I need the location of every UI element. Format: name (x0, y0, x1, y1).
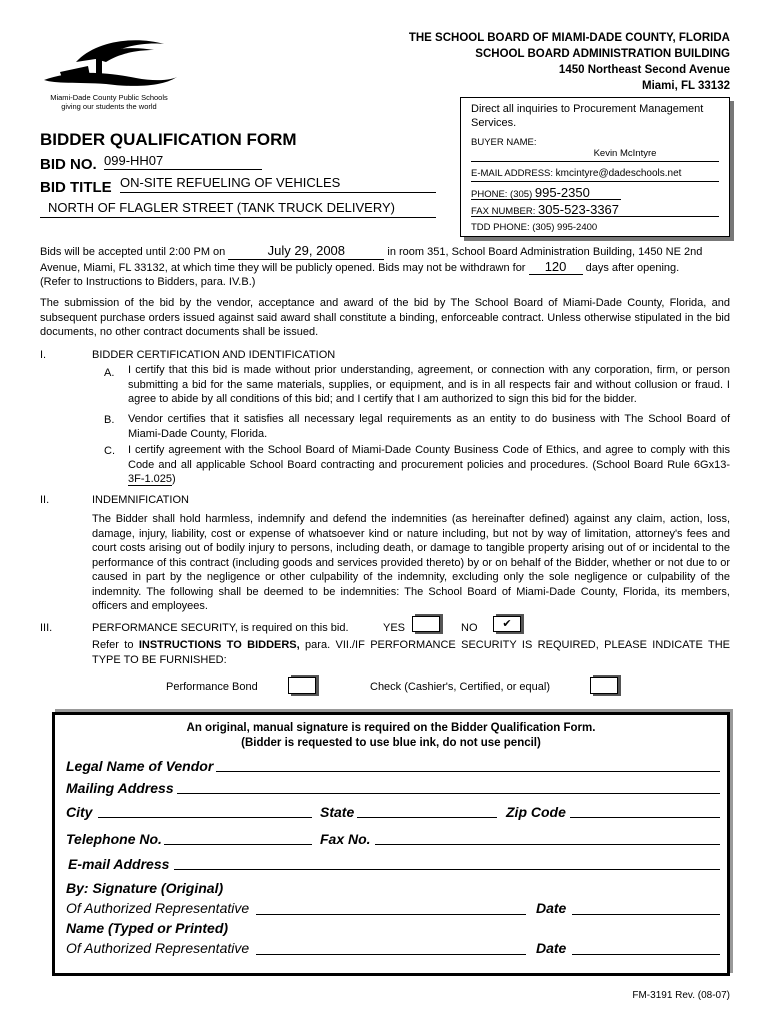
authorized-rep-label-2: Of Authorized Representative (66, 940, 250, 956)
mailing-address-label: Mailing Address (66, 780, 174, 796)
section-2-title: INDEMNIFICATION (92, 494, 189, 506)
zip-code-input[interactable] (570, 817, 720, 818)
bid-title-label: BID TITLE (40, 179, 112, 196)
intro-line-1b: in room 351, School Board Administration Building, 1450 NE 2nd (387, 246, 703, 258)
mailing-address-input[interactable] (177, 793, 720, 794)
ship-logo-icon (36, 36, 182, 90)
item-b-label: B. (104, 414, 115, 426)
form-number: FM-3191 Rev. (08-07) (632, 990, 730, 1001)
fax-value[interactable]: 305-523-3367 (538, 202, 620, 217)
indemnification-text: The Bidder shall hold harmless, indemnify and defend the indemnities (as hereinafter defined) against any claim, action, loss, damage, injury, liability, cost or expense of whatsoever kind or nature including, but not by way of limitation, attorney's fees and court costs arising out of bodily injury to persons, including death, or damage to tangible property arising out of or incidental to the performance of this contract (including goods and services provided thereto) by or on behalf of the Bidder, whether or not due to or caused in part by the negligence or other culpability of the indemnity, excluding only the sole negligence or culpability of the indemnity. The following shall be deemed to be indemnities: The School Board of Miami-Dade County, Florida, its members, officers and employees. (92, 513, 730, 612)
item-a-label: A. (104, 367, 115, 379)
date-input-1[interactable] (572, 914, 720, 915)
intro-line-3: (Refer to Instructions to Bidders, para. IV.B.) (40, 276, 256, 288)
submission-paragraph: The submission of the bid by the vendor, acceptance and award of the bid by The School Board of Miami-Dade County, Florida, and subsequent purchase orders issued against said award shall constitute a binding, enforceable contract. Unless otherwise stipulated in the bid documents, no other contract documents shall be issued. (40, 297, 730, 338)
rule-number: 3F-1.025 (128, 473, 173, 485)
signature-label: By: Signature (Original) (66, 880, 224, 896)
performance-bond-checkbox[interactable] (288, 677, 316, 694)
header-line-4: Miami, FL 33132 (642, 80, 730, 92)
telephone-label: Telephone No. (66, 831, 162, 847)
fax-no-label: Fax No. (320, 831, 371, 847)
logo-tagline: giving our students the world (61, 102, 157, 111)
refer-text-c: para. VII./IF PERFORMANCE SECURITY IS REQUIRED, PLEASE INDICATE THE TYPE TO BE FURNISHED: (92, 639, 730, 666)
buyer-info-box (460, 97, 730, 237)
authorized-rep-label-1: Of Authorized Representative (66, 900, 250, 916)
check-label: Check (Cashier's, Certified, or equal) (370, 681, 551, 693)
bid-title-line-2[interactable]: NORTH OF FLAGLER STREET (TANK TRUCK DELIVERY) (40, 200, 436, 218)
refer-text-a: Refer to (92, 639, 139, 651)
section-3-title: PERFORMANCE SECURITY, is required on this bid. (92, 622, 349, 634)
section-3-num: III. (40, 622, 53, 634)
zip-code-label: Zip Code (506, 804, 566, 820)
phone-value[interactable]: 995-2350 (534, 185, 590, 200)
opening-date[interactable]: July 29, 2008 (228, 244, 384, 260)
header-line-2: SCHOOL BOARD ADMINISTRATION BUILDING (475, 48, 730, 60)
bid-no-label: BID NO. (40, 156, 97, 173)
fax-label: FAX NUMBER: (471, 206, 536, 217)
bid-title-line-1[interactable]: ON-SITE REFUELING OF VEHICLES (120, 175, 436, 193)
date-label-1: Date (536, 900, 567, 916)
signature-note-1: An original, manual signature is required on the Bidder Qualification Form. (186, 722, 596, 734)
signature-note-2: (Bidder is requested to use blue ink, do not use pencil) (241, 737, 541, 749)
section-1-title: BIDDER CERTIFICATION AND IDENTIFICATION (92, 349, 336, 361)
section-2-num: II. (40, 494, 50, 506)
section-1-num: I. (40, 349, 47, 361)
school-logo (36, 36, 182, 112)
performance-bond-label: Performance Bond (166, 681, 258, 693)
telephone-input[interactable] (164, 844, 312, 845)
intro-paragraph (40, 244, 730, 290)
security-refer-text (92, 638, 730, 667)
fax-no-input[interactable] (375, 844, 720, 845)
withdraw-days[interactable]: 120 (529, 260, 583, 276)
check-checkbox[interactable] (590, 677, 618, 694)
email-label: E-MAIL ADDRESS: (471, 168, 554, 179)
name-typed-input[interactable] (256, 954, 526, 955)
no-checkbox[interactable]: ✔ (493, 616, 521, 632)
item-c-text (128, 443, 730, 487)
date-label-2: Date (536, 940, 567, 956)
header-line-3: 1450 Northeast Second Avenue (558, 64, 730, 76)
legal-name-input[interactable] (216, 771, 720, 772)
bid-no-value[interactable]: 099-HH07 (104, 153, 262, 170)
intro-line-2a: Avenue, Miami, FL 33132, at which time they will be publicly opened. Bids may not be withdrawn for (40, 261, 526, 274)
item-c-end: ) (172, 473, 176, 485)
email-value[interactable]: kmcintyre@dadeschools.net (555, 168, 682, 179)
email-address-label: E-mail Address (68, 856, 170, 872)
yes-checkbox[interactable] (412, 616, 440, 632)
intro-line-1a: Bids will be accepted until 2:00 PM on (40, 246, 226, 258)
state-label: State (320, 804, 355, 820)
buyer-name-value[interactable]: Kevin McIntyre (471, 148, 719, 162)
name-typed-label: Name (Typed or Printed) (66, 920, 229, 936)
buyer-name-label: BUYER NAME: (471, 137, 537, 148)
no-label: NO (461, 622, 478, 634)
legal-name-label: Legal Name of Vendor (66, 758, 214, 774)
date-input-2[interactable] (572, 954, 720, 955)
header-line-1: THE SCHOOL BOARD OF MIAMI-DADE COUNTY, FLORIDA (408, 32, 730, 44)
intro-line-2b: days after opening. (585, 261, 680, 274)
yes-label: YES (383, 622, 406, 634)
inquiries-text: Direct all inquiries to Procurement Management Services. (471, 103, 704, 129)
item-c-label: C. (104, 445, 115, 457)
item-b-text: Vendor certifies that it satisfies all necessary legal requirements as an entity to do business with The School Board of Miami-Dade County, Florida. (128, 413, 730, 440)
header-address (409, 30, 730, 94)
phone-label: PHONE: (305) (471, 189, 533, 200)
tdd-phone: TDD PHONE: (305) 995-2400 (471, 222, 598, 233)
item-a-text: I certify that this bid is made without prior understanding, agreement, or connection with any corporation, firm, or person submitting a bid for the same materials, supplies, or equipment, and is in all respects fair and without collusion or fraud. I agree to abide by all conditions of this bid; and I certify that I am authorized to sign this bid for the bidder. (128, 364, 730, 405)
city-input[interactable] (98, 817, 312, 818)
logo-name: Miami-Dade County Public Schools (50, 93, 168, 102)
state-input[interactable] (357, 817, 497, 818)
item-c-body: I certify agreement with the School Board of Miami-Dade County Business Code of Ethics, and agree to comply with this Code and all applicable School Board contracting and procurement policies and procedures. (School Board Rule 6Gx13- (128, 444, 730, 471)
email-address-input[interactable] (174, 869, 720, 870)
form-title: BIDDER QUALIFICATION FORM (40, 130, 297, 149)
city-label: City (66, 804, 93, 820)
signature-input[interactable] (256, 914, 526, 915)
refer-text-b: INSTRUCTIONS TO BIDDERS, (138, 639, 300, 651)
